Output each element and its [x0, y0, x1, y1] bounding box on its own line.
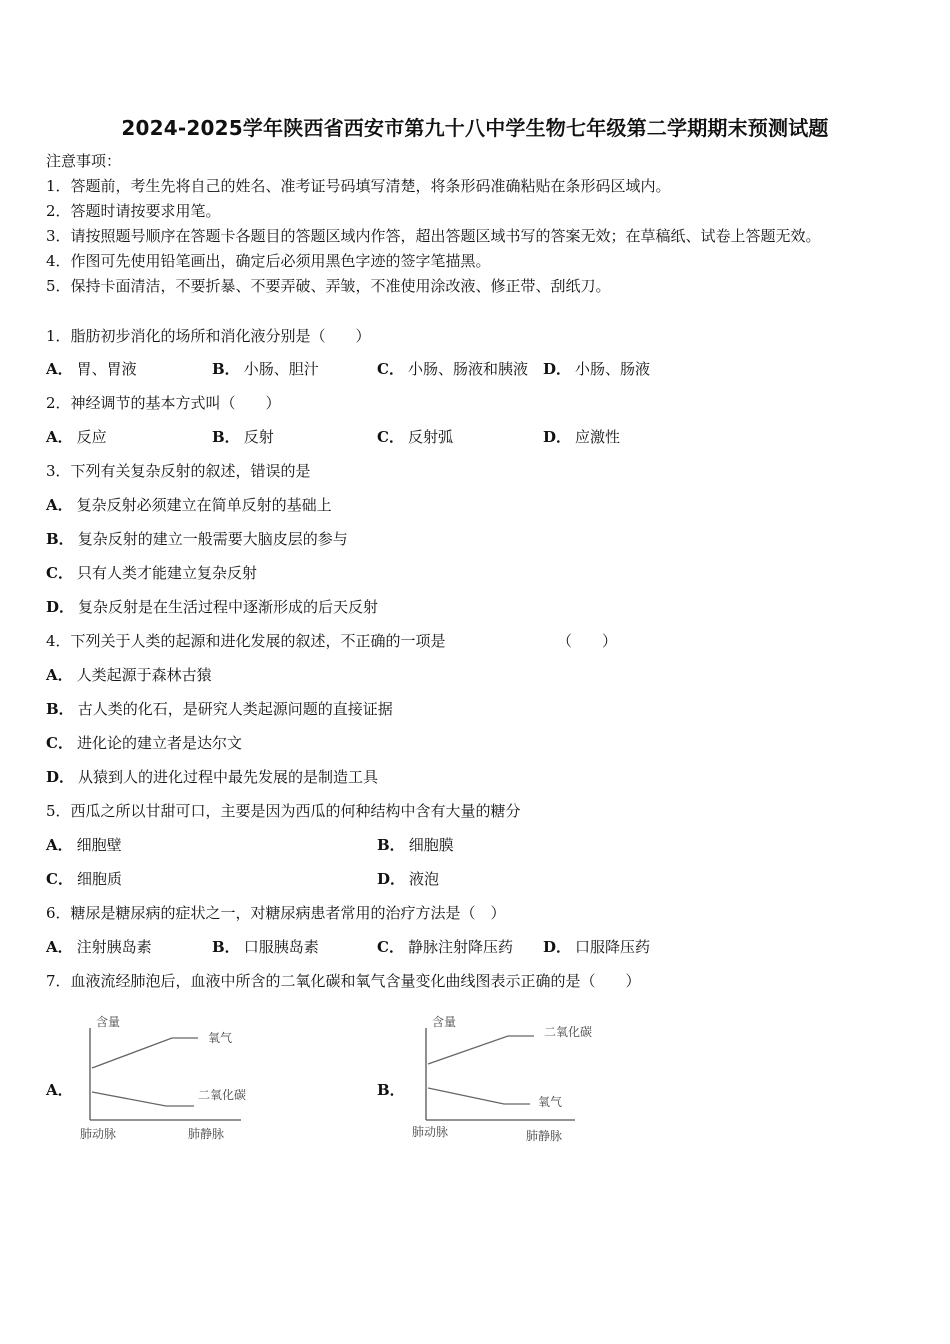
y-axis-label: 含量	[96, 1015, 121, 1029]
option-letter: C．	[46, 870, 73, 888]
question-5-option-b	[377, 835, 454, 855]
question-3-option-d	[46, 597, 378, 617]
lower-curve	[92, 1092, 194, 1106]
option-text: 人类起源于森林古猿	[76, 666, 212, 684]
question-5-option-a	[46, 835, 122, 855]
notice-item: 5．保持卡面清洁，不要折暴、不要弄破、弄皱，不准使用涂改液、修正带、刮纸刀。	[46, 277, 611, 295]
question-6-option-c	[377, 937, 513, 957]
option-text: 小肠、肠液和胰液	[407, 360, 528, 378]
question-6-option-a	[46, 937, 152, 957]
option-text: 细胞膜	[408, 836, 454, 854]
upper-curve	[92, 1038, 198, 1068]
option-text: 反射	[243, 428, 274, 446]
question-1-stem: 1．脂肪初步消化的场所和消化液分别是（ ）	[46, 327, 371, 345]
question-4-option-a	[46, 665, 212, 685]
question-2-stem: 2．神经调节的基本方式叫（ ）	[46, 394, 281, 412]
question-2-option-b	[212, 427, 274, 447]
option-text: 反射弧	[407, 428, 453, 446]
option-text: 复杂反射是在生活过程中逐渐形成的后天反射	[78, 598, 379, 616]
option-text: 从猿到人的进化过程中最先发展的是制造工具	[78, 768, 379, 786]
question-4-option-b	[46, 699, 393, 719]
x-axis-end-label: 肺静脉	[526, 1129, 563, 1143]
option-text: 胃、胃液	[76, 360, 137, 378]
question-5-stem: 5．西瓜之所以甘甜可口，主要是因为西瓜的何种结构中含有大量的糖分	[46, 802, 521, 820]
question-2-option-a	[46, 427, 107, 447]
option-letter: B．	[212, 428, 240, 446]
x-axis-start-label: 肺动脉	[412, 1125, 449, 1139]
question-4-stem: 4．下列关于人类的起源和进化发展的叙述，不正确的一项是	[46, 632, 446, 650]
y-axis-label: 含量	[432, 1015, 457, 1029]
lower-curve-label: 二氧化碳	[198, 1088, 247, 1102]
option-letter: A．	[46, 938, 73, 956]
question-4-bracket: （ ）	[557, 632, 618, 650]
notice-item: 1．答题前，考生先将自己的姓名、准考证号码填写清楚，将条形码准确粘贴在条形码区域内。	[46, 177, 671, 195]
notice-item: 2．答题时请按要求用笔。	[46, 202, 221, 220]
question-6-stem: 6．糖尿是糖尿病的症状之一，对糖尿病患者常用的治疗方法是（ ）	[46, 904, 506, 922]
option-text: 小肠、胆汁	[243, 360, 319, 378]
page-title: 2024-2025学年陕西省西安市第九十八中学生物七年级第二学期期末预测试题	[121, 116, 829, 140]
option-letter: B．	[46, 700, 74, 718]
graph-b	[410, 1010, 630, 1150]
question-3-option-a	[46, 495, 332, 515]
option-letter: C．	[377, 938, 404, 956]
option-text: 复杂反射的建立一般需要大脑皮层的参与	[77, 530, 348, 548]
question-5-option-c	[46, 869, 122, 889]
option-text: 细胞壁	[76, 836, 122, 854]
upper-curve-label: 氧气	[208, 1031, 233, 1045]
question-1-option-d	[543, 359, 650, 379]
question-7-option-b-label: B．	[377, 1081, 405, 1099]
option-letter: D．	[543, 428, 572, 446]
option-letter: D．	[543, 938, 572, 956]
x-axis-end-label: 肺静脉	[188, 1127, 225, 1141]
question-6-option-b	[212, 937, 319, 957]
option-text: 口服胰岛素	[243, 938, 319, 956]
question-2-option-c	[377, 427, 453, 447]
option-text: 反应	[76, 428, 107, 446]
option-text: 小肠、肠液	[575, 360, 651, 378]
option-text: 液泡	[409, 870, 440, 888]
option-text: 注射胰岛素	[76, 938, 152, 956]
option-letter: A．	[46, 836, 73, 854]
option-letter: D．	[377, 870, 406, 888]
question-7-option-a-label: A．	[46, 1081, 73, 1099]
option-text: 进化论的建立者是达尔文	[76, 734, 242, 752]
question-7-stem: 7．血液流经肺泡后，血液中所含的二氧化碳和氧气含量变化曲线图表示正确的是（ ）	[46, 972, 641, 990]
option-text: 口服降压药	[575, 938, 651, 956]
option-letter: C．	[377, 360, 404, 378]
question-2-option-d	[543, 427, 620, 447]
option-letter: B．	[46, 530, 74, 548]
option-letter: A．	[46, 360, 73, 378]
lower-curve-label: 氧气	[538, 1095, 563, 1109]
option-text: 静脉注射降压药	[407, 938, 513, 956]
option-letter: D．	[46, 598, 75, 616]
option-letter: C．	[46, 564, 73, 582]
upper-curve-label: 二氧化碳	[544, 1025, 593, 1039]
question-4-option-c	[46, 733, 242, 753]
question-6-option-d	[543, 937, 650, 957]
option-text: 只有人类才能建立复杂反射	[76, 564, 257, 582]
option-text: 古人类的化石，是研究人类起源问题的直接证据	[77, 700, 393, 718]
x-axis-start-label: 肺动脉	[80, 1127, 117, 1141]
option-letter: B．	[212, 360, 240, 378]
question-4-option-d	[46, 767, 378, 787]
option-text: 复杂反射必须建立在简单反射的基础上	[76, 496, 332, 514]
option-letter: A．	[46, 428, 73, 446]
option-letter: B．	[377, 836, 405, 854]
question-3-option-b	[46, 529, 348, 549]
option-letter: C．	[377, 428, 404, 446]
option-letter: A．	[46, 666, 73, 684]
question-3-stem: 3．下列有关复杂反射的叙述，错误的是	[46, 462, 311, 480]
option-letter: D．	[543, 360, 572, 378]
option-letter: C．	[46, 734, 73, 752]
graph-a	[76, 1010, 276, 1150]
question-1-option-a	[46, 359, 137, 379]
option-letter: D．	[46, 768, 75, 786]
notice-item: 3．请按照题号顺序在答题卡各题目的答题区域内作答，超出答题区域书写的答案无效；在草稿纸、试卷上答题无效。	[46, 227, 821, 245]
notice-item: 4．作图可先使用铅笔画出，确定后必须用黑色字迹的签字笔描黑。	[46, 252, 491, 270]
question-5-option-d	[377, 869, 439, 889]
question-1-option-c	[377, 359, 528, 379]
option-letter: A．	[46, 496, 73, 514]
upper-curve	[428, 1036, 534, 1064]
lower-curve	[428, 1088, 530, 1104]
option-text: 细胞质	[76, 870, 122, 888]
option-letter: B．	[212, 938, 240, 956]
question-3-option-c	[46, 563, 257, 583]
question-1-option-b	[212, 359, 319, 379]
option-text: 应激性	[575, 428, 621, 446]
notice-heading: 注意事项：	[46, 152, 122, 170]
